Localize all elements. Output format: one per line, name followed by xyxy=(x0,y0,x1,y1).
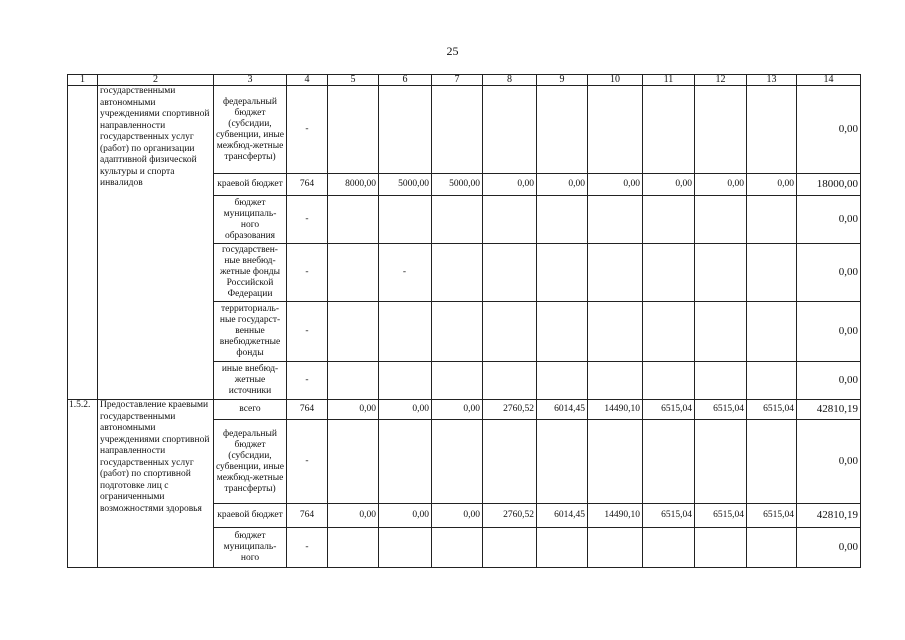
funding-source: федеральный бюджет (субсидии, субвенции, иные межбюд-жетные трансферты) xyxy=(214,86,287,174)
amount-cell xyxy=(432,528,483,568)
amount-cell xyxy=(432,196,483,244)
amount-cell xyxy=(588,362,643,400)
amount-cell: 0,00 xyxy=(797,528,861,568)
amount-cell: 5000,00 xyxy=(432,174,483,196)
column-header: 2 xyxy=(98,75,214,86)
amount-cell: 0,00 xyxy=(695,174,747,196)
amount-cell: 0,00 xyxy=(747,174,797,196)
amount-cell xyxy=(643,244,695,302)
amount-cell: 14490,10 xyxy=(588,504,643,528)
amount-cell xyxy=(379,196,432,244)
amount-cell xyxy=(643,196,695,244)
amount-cell xyxy=(483,86,537,174)
column-header: 5 xyxy=(328,75,379,86)
amount-cell xyxy=(588,244,643,302)
column-header: 10 xyxy=(588,75,643,86)
amount-cell xyxy=(328,196,379,244)
amount-cell xyxy=(695,362,747,400)
amount-cell xyxy=(432,302,483,362)
funding-source: всего xyxy=(214,400,287,420)
amount-cell: 0,00 xyxy=(432,504,483,528)
amount-cell xyxy=(483,196,537,244)
amount-cell xyxy=(695,244,747,302)
amount-cell: 6515,04 xyxy=(747,504,797,528)
column-header: 13 xyxy=(747,75,797,86)
amount-cell xyxy=(643,362,695,400)
amount-cell xyxy=(483,302,537,362)
budget-code: - xyxy=(287,362,328,400)
amount-cell: 5000,00 xyxy=(379,174,432,196)
amount-cell xyxy=(588,196,643,244)
amount-cell xyxy=(537,302,588,362)
amount-cell: 0,00 xyxy=(328,400,379,420)
amount-cell xyxy=(379,420,432,504)
amount-cell: 6515,04 xyxy=(695,504,747,528)
amount-cell: 0,00 xyxy=(379,400,432,420)
amount-cell: 0,00 xyxy=(797,86,861,174)
amount-cell xyxy=(432,86,483,174)
row-number xyxy=(68,86,98,400)
amount-cell: 0,00 xyxy=(643,174,695,196)
amount-cell: 0,00 xyxy=(483,174,537,196)
budget-code: - xyxy=(287,302,328,362)
amount-cell xyxy=(432,420,483,504)
column-header: 6 xyxy=(379,75,432,86)
amount-cell: 0,00 xyxy=(432,400,483,420)
amount-cell: 8000,00 xyxy=(328,174,379,196)
funding-source: территориаль-ные государст-венные внебюджетные фонды xyxy=(214,302,287,362)
amount-cell: 0,00 xyxy=(588,174,643,196)
amount-cell: 6014,45 xyxy=(537,504,588,528)
amount-cell xyxy=(588,420,643,504)
amount-cell xyxy=(643,528,695,568)
column-header: 7 xyxy=(432,75,483,86)
amount-cell xyxy=(379,362,432,400)
table-row xyxy=(68,86,861,174)
column-number-row xyxy=(68,75,861,86)
measure-name: государственными автономными учреждениями спортивной направленности государственных услуг (работ) по организации адаптивной физической культуры и спорта инвалидов xyxy=(98,86,214,400)
amount-cell xyxy=(328,86,379,174)
amount-cell xyxy=(483,244,537,302)
amount-cell xyxy=(747,196,797,244)
amount-cell xyxy=(537,196,588,244)
amount-cell: 14490,10 xyxy=(588,400,643,420)
budget-table xyxy=(67,74,861,568)
table-row xyxy=(68,400,861,420)
amount-cell xyxy=(695,302,747,362)
amount-cell xyxy=(328,244,379,302)
amount-cell xyxy=(695,420,747,504)
amount-cell xyxy=(483,362,537,400)
column-header: 9 xyxy=(537,75,588,86)
amount-cell: 2760,52 xyxy=(483,400,537,420)
amount-cell: 0,00 xyxy=(797,420,861,504)
funding-source: бюджет муниципаль-ного xyxy=(214,528,287,568)
funding-source: государствен-ные внебюд-жетные фонды Российской Федерации xyxy=(214,244,287,302)
budget-code: - xyxy=(287,420,328,504)
amount-cell xyxy=(537,86,588,174)
funding-source: краевой бюджет xyxy=(214,174,287,196)
funding-source: бюджет муниципаль-ного образования xyxy=(214,196,287,244)
measure-name: Предоставление краевыми государственными автономными учреждениями спортивной направленности государственных услуг (работ) по спортивной подготовке лиц с ограниченными возможностями здоровья xyxy=(98,400,214,568)
amount-cell xyxy=(747,528,797,568)
amount-cell xyxy=(328,302,379,362)
budget-code: 764 xyxy=(287,504,328,528)
amount-cell xyxy=(588,86,643,174)
amount-cell xyxy=(483,528,537,568)
amount-cell: - xyxy=(379,244,432,302)
funding-source: федеральный бюджет (субсидии, субвенции, иные межбюд-жетные трансферты) xyxy=(214,420,287,504)
amount-cell xyxy=(588,528,643,568)
amount-cell xyxy=(747,420,797,504)
funding-source: иные внебюд-жетные источники xyxy=(214,362,287,400)
column-header: 3 xyxy=(214,75,287,86)
amount-cell: 0,00 xyxy=(379,504,432,528)
amount-cell xyxy=(695,86,747,174)
budget-code: 764 xyxy=(287,174,328,196)
column-header: 4 xyxy=(287,75,328,86)
amount-cell: 0,00 xyxy=(797,244,861,302)
amount-cell: 6515,04 xyxy=(643,504,695,528)
amount-cell: 2760,52 xyxy=(483,504,537,528)
row-number: 1.5.2. xyxy=(68,400,98,568)
amount-cell: 42810,19 xyxy=(797,400,861,420)
amount-cell: 0,00 xyxy=(797,196,861,244)
amount-cell xyxy=(379,86,432,174)
amount-cell xyxy=(537,244,588,302)
amount-cell xyxy=(747,302,797,362)
amount-cell xyxy=(379,528,432,568)
amount-cell: 6515,04 xyxy=(643,400,695,420)
amount-cell xyxy=(695,528,747,568)
amount-cell xyxy=(537,420,588,504)
page-number: 25 xyxy=(446,44,459,58)
budget-code: - xyxy=(287,528,328,568)
amount-cell xyxy=(537,362,588,400)
column-header: 12 xyxy=(695,75,747,86)
amount-cell xyxy=(328,362,379,400)
funding-source: краевой бюджет xyxy=(214,504,287,528)
budget-code: - xyxy=(287,86,328,174)
amount-cell: 0,00 xyxy=(537,174,588,196)
amount-cell xyxy=(432,362,483,400)
column-header: 8 xyxy=(483,75,537,86)
amount-cell: 0,00 xyxy=(328,504,379,528)
amount-cell xyxy=(328,420,379,504)
amount-cell xyxy=(747,86,797,174)
amount-cell xyxy=(483,420,537,504)
budget-code: 764 xyxy=(287,400,328,420)
amount-cell: 6014,45 xyxy=(537,400,588,420)
amount-cell: 6515,04 xyxy=(747,400,797,420)
amount-cell: 6515,04 xyxy=(695,400,747,420)
amount-cell xyxy=(643,302,695,362)
amount-cell xyxy=(695,196,747,244)
amount-cell xyxy=(588,302,643,362)
amount-cell xyxy=(643,86,695,174)
amount-cell: 0,00 xyxy=(797,302,861,362)
amount-cell xyxy=(432,244,483,302)
amount-cell: 18000,00 xyxy=(797,174,861,196)
budget-code: - xyxy=(287,196,328,244)
amount-cell xyxy=(328,528,379,568)
amount-cell xyxy=(747,362,797,400)
budget-code: - xyxy=(287,244,328,302)
column-header: 14 xyxy=(797,75,861,86)
amount-cell xyxy=(537,528,588,568)
column-header: 1 xyxy=(68,75,98,86)
amount-cell xyxy=(643,420,695,504)
amount-cell xyxy=(379,302,432,362)
amount-cell xyxy=(747,244,797,302)
amount-cell: 42810,19 xyxy=(797,504,861,528)
amount-cell: 0,00 xyxy=(797,362,861,400)
column-header: 11 xyxy=(643,75,695,86)
